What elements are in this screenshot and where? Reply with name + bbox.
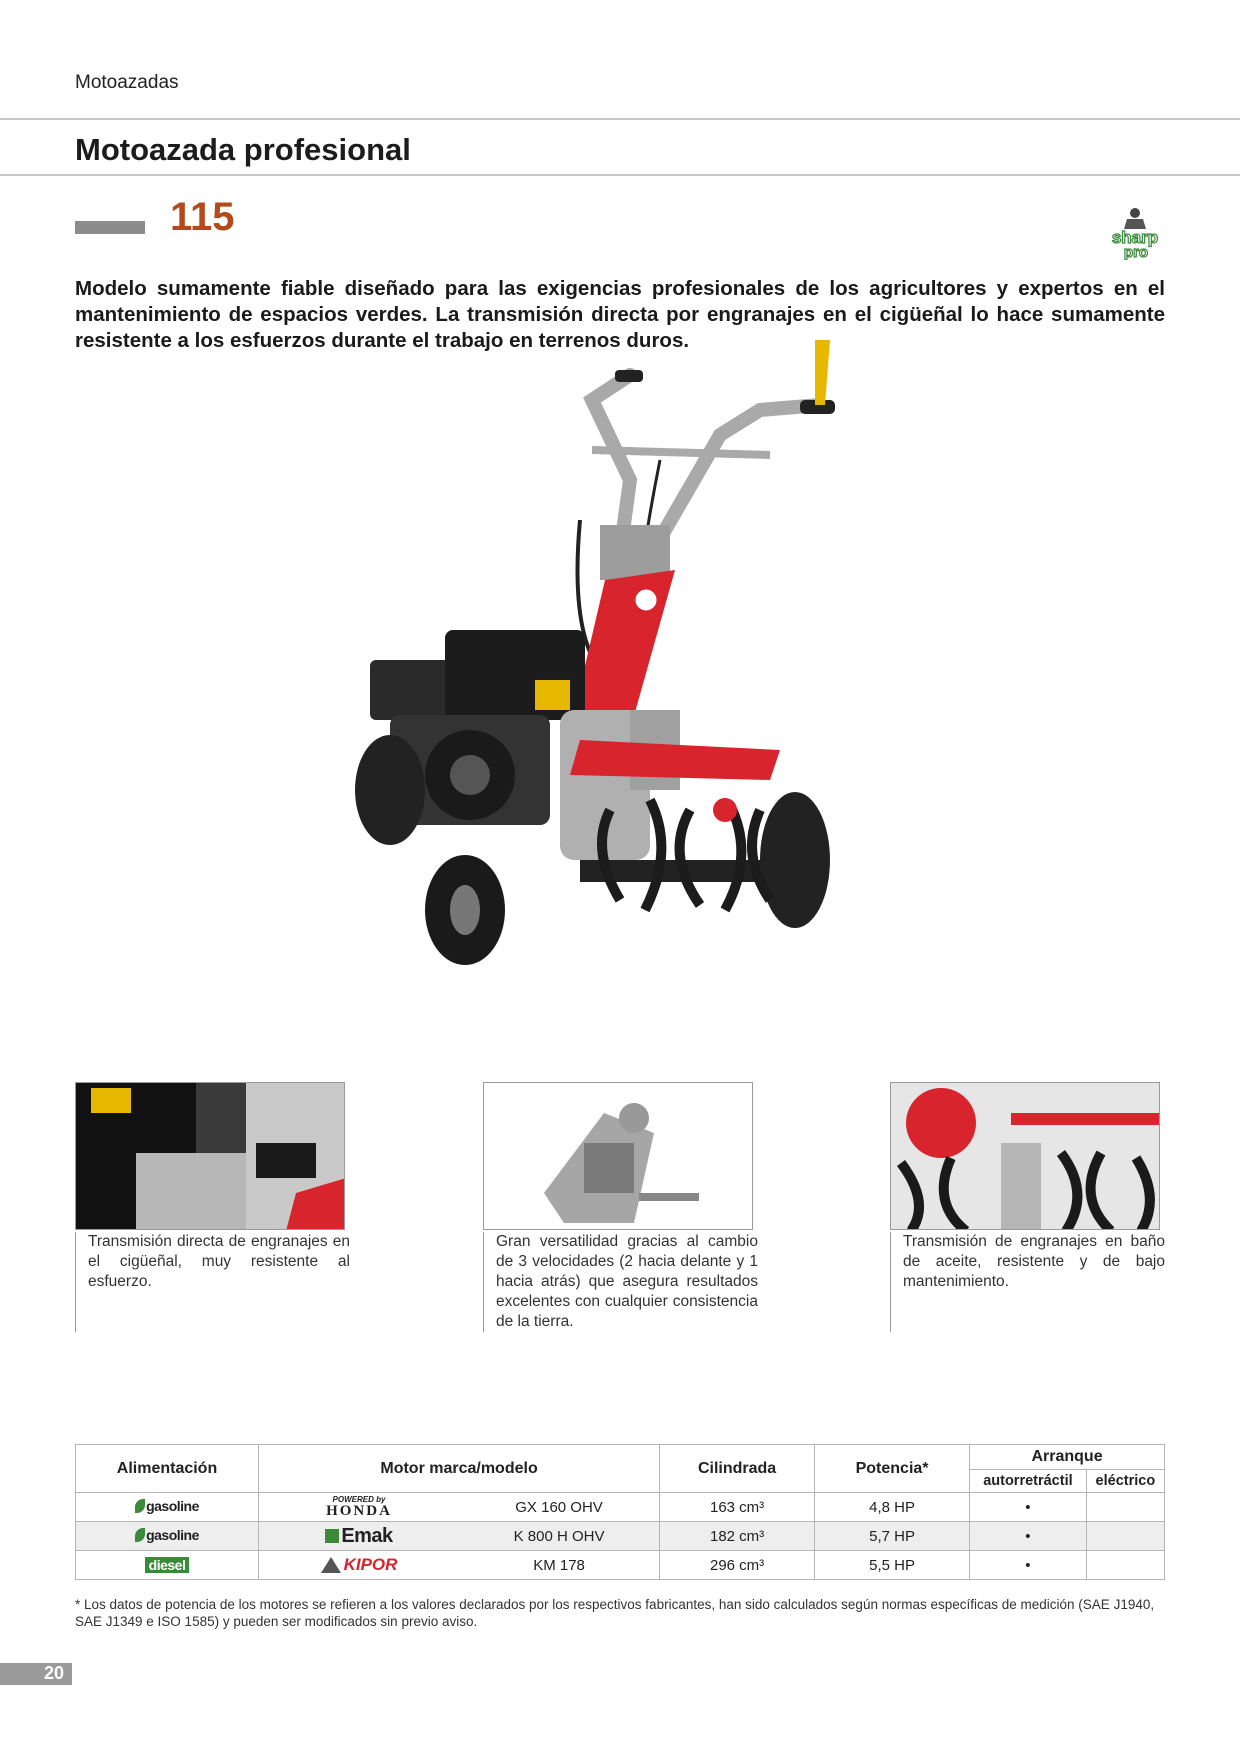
table-row: gasoline POWERED by HONDA GX 160 OHV 163 cm³ 4,8 HP •	[76, 1493, 1165, 1522]
cilindrada-value: 296 cm³	[660, 1551, 815, 1580]
table-row	[76, 1551, 1165, 1580]
model-bar	[75, 221, 145, 234]
section-label: Motoazadas	[75, 72, 179, 93]
autorretractil-value: •	[970, 1493, 1087, 1522]
feature-caption-3: Transmisión de engranajes en baño de aceite, resistente y de bajo mantenimiento.	[890, 1232, 1165, 1332]
autorretractil-value: •	[970, 1551, 1087, 1580]
motor-model: GX 160 OHV	[459, 1493, 660, 1522]
autorretractil-value: •	[970, 1522, 1087, 1551]
cilindrada-value: 163 cm³	[660, 1493, 815, 1522]
page-title: Motoazada profesional	[75, 132, 411, 167]
col-potencia: Potencia*	[815, 1445, 970, 1493]
feature-photo-gearbox	[483, 1082, 753, 1230]
kipor-logo: KIPOR	[343, 1555, 398, 1574]
motor-model: KM 178	[459, 1551, 660, 1580]
tiller-image	[330, 330, 890, 1070]
feature-caption-1: Transmisión directa de engranajes en el cigüeñal, muy resistente al esfuerzo.	[75, 1232, 350, 1332]
footnote: * Los datos de potencia de los motores se refieren a los valores declarados por los respectivos fabricantes, han sido calculados según normas específicas de medición (SAE J1940, SAE J1349 e ISO 1585) y pueden ser modificados sin previo aviso.	[75, 1597, 1155, 1629]
honda-logo: HONDA	[326, 1503, 392, 1519]
motor-model: K 800 H OHV	[459, 1522, 660, 1551]
logo-line2: pro	[1123, 244, 1149, 260]
potencia-value: 5,5 HP	[815, 1551, 970, 1580]
model-number: 115	[170, 195, 235, 239]
feature-caption-2: Gran versatilidad gracias al cambio de 3 velocidades (2 hacia delante y 1 hacia atrás) que asegura resultados excelentes con cualquier consistencia de la tierra.	[483, 1232, 758, 1332]
electrico-value	[1086, 1551, 1164, 1580]
col-cilindrada: Cilindrada	[660, 1445, 815, 1493]
potencia-value: 5,7 HP	[815, 1522, 970, 1551]
col-electrico: eléctrico	[1086, 1470, 1164, 1493]
intro-text: Modelo sumamente fiable diseñado para las exigencias profesionales de los agricultores y expertos en el mantenimiento de espacios verdes. La transmisión directa por engranajes en el cigüeñal lo hace sumamente resistente a los esfuerzos durante el trabajo en terrenos duros.	[75, 277, 1165, 352]
potencia-value: 4,8 HP	[815, 1493, 970, 1522]
col-autorretractil: autorretráctil	[970, 1470, 1087, 1493]
electrico-value	[1086, 1493, 1164, 1522]
col-motor: Motor marca/modelo	[259, 1445, 660, 1493]
col-arranque: Arranque	[970, 1445, 1165, 1470]
col-alimentacion: Alimentación	[76, 1445, 259, 1493]
electrico-value	[1086, 1522, 1164, 1551]
table-row	[76, 1522, 1165, 1551]
cilindrada-value: 182 cm³	[660, 1522, 815, 1551]
logo-line1: sharp	[1111, 228, 1159, 247]
feature-photo-gears	[75, 1082, 345, 1230]
page-number: 20	[44, 1663, 65, 1683]
emak-logo: Emak	[341, 1524, 393, 1547]
feature-photo-tines	[890, 1082, 1160, 1230]
specs-table	[75, 1444, 1165, 1580]
header-rule	[0, 118, 1240, 120]
gasoline-icon: gasoline	[135, 1498, 199, 1514]
gasoline-icon: gasoline	[135, 1527, 199, 1543]
diesel-icon: diesel	[145, 1557, 190, 1573]
title-rule	[0, 174, 1240, 176]
sharp-pro-logo	[1100, 205, 1170, 260]
